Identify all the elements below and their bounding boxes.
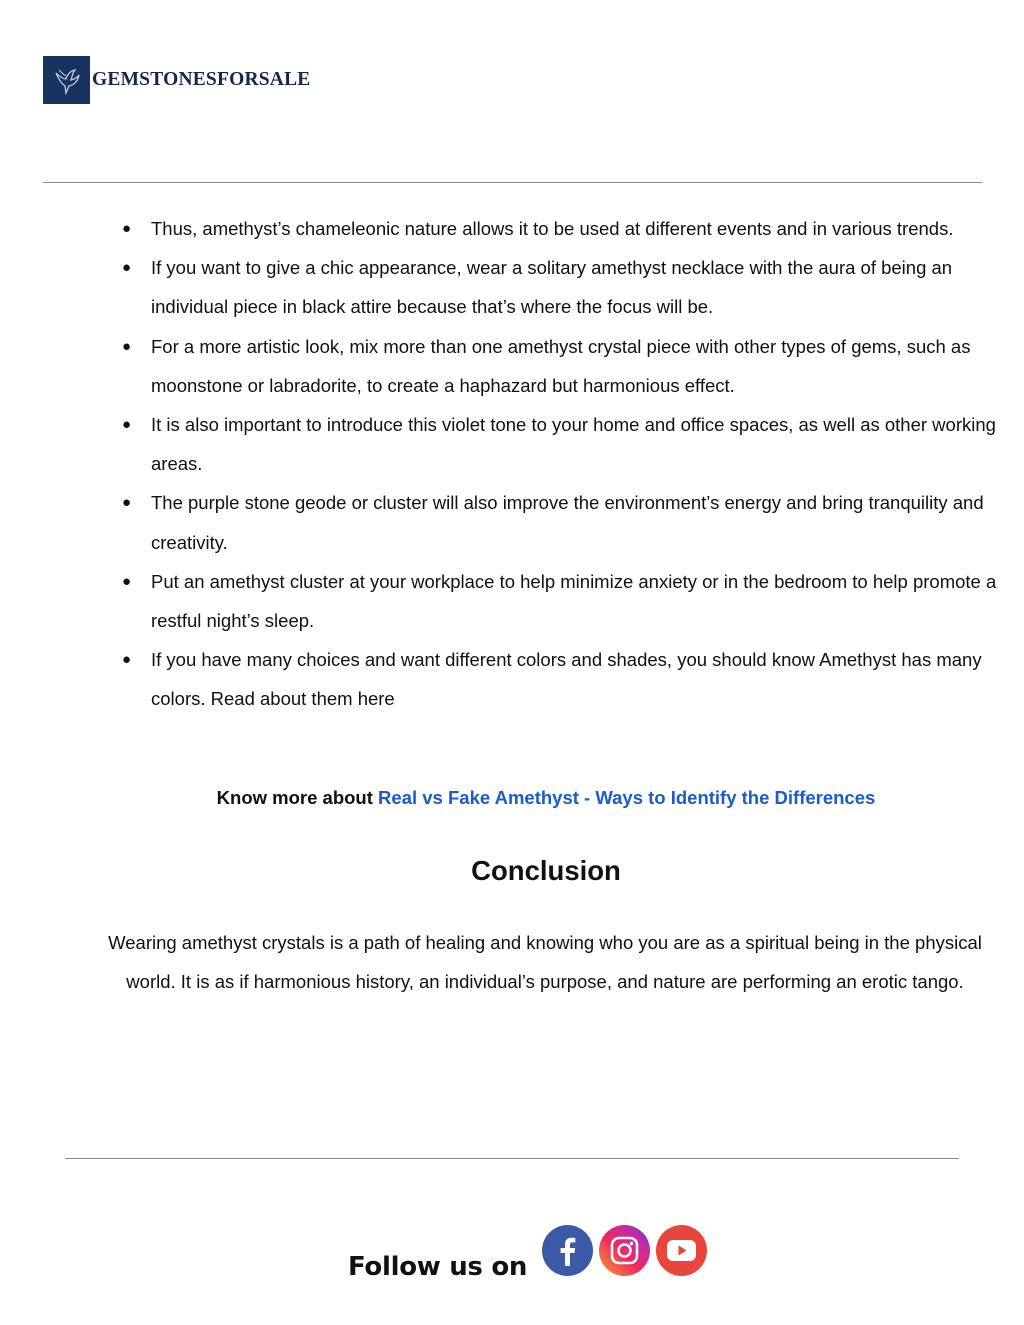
list-item [0,562,1024,640]
bullet-dot: ● [122,259,132,277]
bullet-dot: ● [122,572,132,590]
list-item-text: It is also important to introduce this violet tone to your home and office spaces, as well as other working areas. [151,414,996,475]
youtube-icon[interactable] [656,1225,707,1276]
instagram-icon[interactable] [599,1225,650,1276]
know-more-line [0,787,1024,809]
bird-logo-icon [43,56,90,104]
follow-us-section [348,1218,707,1282]
bullet-list [0,209,1024,719]
list-item [0,327,1024,405]
social-links [542,1225,707,1276]
list-item-text: Put an amethyst cluster at your workplace to help minimize anxiety or in the bedroom to help promote a restful night’s sleep. [151,570,997,632]
list-item-text: For a more artistic look, mix more than one amethyst crystal piece with other types of gems, such as moonstone or labradorite, to create a haphazard but harmonious effect. [151,335,971,396]
list-item [0,209,1024,248]
real-vs-fake-amethyst-link[interactable]: Real vs Fake Amethyst - Ways to Identify the Differences [378,787,876,808]
facebook-icon[interactable] [542,1225,593,1276]
conclusion-heading: Conclusion [471,855,621,886]
list-item-text: The purple stone geode or cluster will also improve the environment’s energy and bring tranquility and creativity. [151,492,984,553]
list-item [0,405,1024,483]
list-item [0,640,1024,718]
brand-name: GEMSTONESFORSALE [92,69,311,90]
bullet-dot: ● [122,220,132,237]
list-item [0,248,1024,326]
list-item [0,483,1024,561]
brand-logo[interactable] [43,56,310,104]
list-item-text: If you want to give a chic appearance, wear a solitary amethyst necklace with the aura of being an individual piece in black attire because that’s where the focus will be. [151,257,953,318]
know-more-prefix: Know more about [216,787,379,808]
header-divider [43,182,982,183]
conclusion-paragraph: Wearing amethyst crystals is a path of healing and knowing who you are as a spiritual being in the physical world. It is as if harmonious history, an individual’s purpose, and nature are performing an erotic tango. [108,932,982,993]
bullet-dot: ● [122,651,132,669]
footer-divider [65,1158,959,1159]
list-item-text: If you have many choices and want different colors and shades, you should know Amethyst has many colors. Read about them here [151,649,982,710]
bullet-dot: ● [122,494,132,512]
list-item-text: Thus, amethyst’s chameleonic nature allows it to be used at different events and in various trends. [151,218,954,239]
bullet-dot: ● [122,416,132,434]
follow-us-label: Follow us on [348,1252,528,1282]
bullet-dot: ● [122,337,132,355]
